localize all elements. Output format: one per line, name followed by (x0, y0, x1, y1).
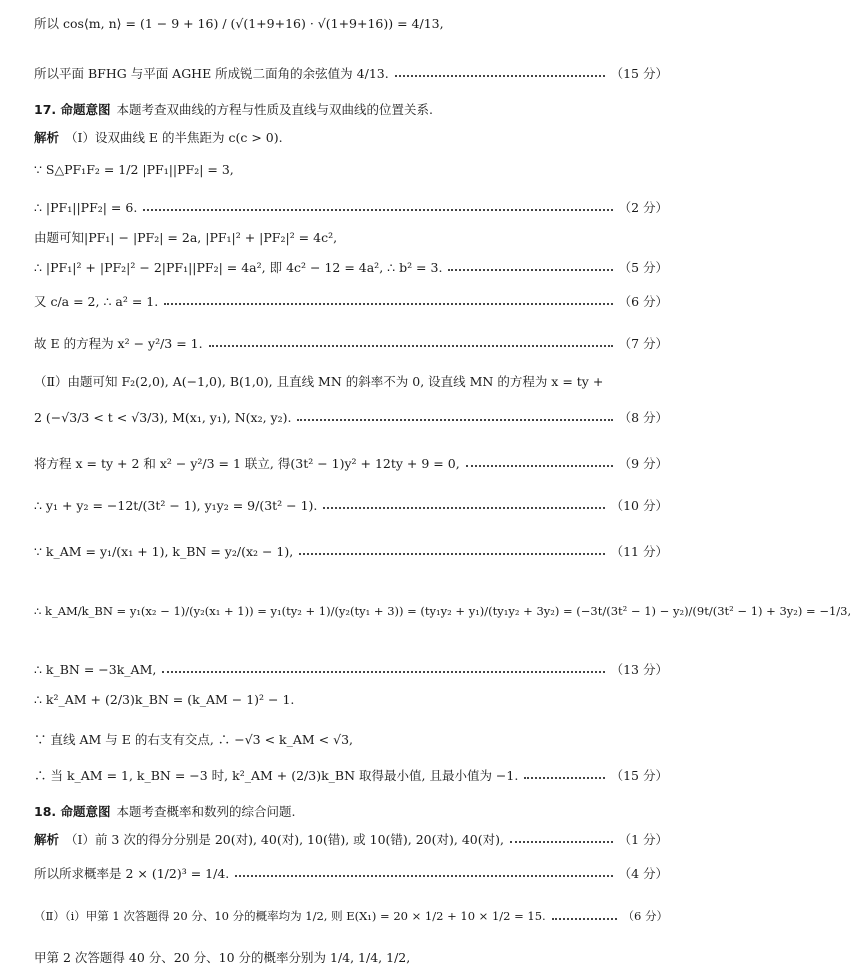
line-text: ∵ S△PF₁F₂ = 1/2 |PF₁||PF₂| = 3, (34, 162, 234, 177)
line-text: （Ⅱ）由题可知 F₂(2,0), A(−1,0), B(1,0), 且直线 MN 的斜率不为 0, 设直线 MN 的方程为 x = ty + (34, 374, 604, 389)
line-text: ∵ k_AM = y₁/(x₁ + 1), k_BN = y₂/(x₂ − 1), (34, 543, 294, 559)
dot-leader (395, 75, 605, 77)
dot-leader (235, 875, 612, 877)
text-line (34, 496, 668, 514)
line-text: ∴ k_AM/k_BN = y₁(x₂ − 1)/(y₂(x₁ + 1)) = y₁(ty₂ + 1)/(y₂(ty₁ + 3)) = (ty₁y₂ + y₁)/(ty₁y₂ + 3y₂) = (−3t/(3t² − 1) − y₂)/(9t/(3t² − 1) + 3y₂) = −1/3, (34, 604, 851, 618)
score-label: （7 分） (618, 336, 668, 351)
text-line (34, 766, 668, 784)
dot-leader (143, 209, 612, 211)
question-number-intent: 17. 命题意图 (34, 102, 111, 117)
text-line (34, 542, 668, 560)
line-text: 由题可知|PF₁| − |PF₂| = 2a, |PF₁|² + |PF₂|² = 4c², (34, 230, 338, 245)
question-number-intent: 18. 命题意图 (34, 804, 111, 819)
text-line (34, 692, 668, 707)
line-text: 所以平面 BFHG 与平面 AGHE 所成锐二面角的余弦值为 4/13. (34, 66, 389, 81)
text-line (34, 162, 668, 177)
line-text: 所以 cos⟨m, n⟩ = (1 − 9 + 16) / (√(1+9+16) · √(1+9+16)) = 4/13, (34, 16, 444, 31)
dot-leader (552, 918, 617, 920)
line-text: 甲第 2 次答题得 40 分、20 分、10 分的概率分别为 1/4, 1/4, 1/2, (34, 950, 411, 965)
score-label: （13 分） (610, 662, 668, 677)
line-text: ∴ k_BN = −3k_AM, (34, 661, 157, 677)
analysis-label: 解析 (34, 130, 60, 145)
text-line (34, 14, 668, 32)
line-text: 故 E 的方程为 x² − y²/3 = 1. (34, 336, 203, 351)
score-label: （15 分） (610, 768, 668, 783)
line-text: 本题考查双曲线的方程与性质及直线与双曲线的位置关系. (116, 102, 433, 117)
text-line (34, 864, 668, 882)
line-text: ∴ |PF₁|² + |PF₂|² − 2|PF₁||PF₂| = 4a², 即 4c² − 12 = 4a², ∴ b² = 3. (34, 260, 443, 275)
question-header (34, 802, 668, 820)
score-label: （6 分） (618, 294, 668, 309)
text-line (34, 830, 668, 848)
line-text: ∴ y₁ + y₂ = −12t/(3t² − 1), y₁y₂ = 9/(3t² − 1). (34, 497, 318, 513)
text-line (34, 604, 851, 618)
text-line (34, 228, 668, 246)
dot-leader (164, 303, 612, 305)
text-line (34, 948, 668, 966)
line-text: （Ⅰ）前 3 次的得分分别是 20(对), 40(对), 10(错), 或 10(错), 20(对), 40(对), (65, 832, 504, 847)
line-text: ∴ k²_AM + (2/3)k_BN = (k_AM − 1)² − 1. (34, 692, 295, 707)
line-text: ∴ |PF₁||PF₂| = 6. (34, 199, 138, 215)
text-line (34, 292, 668, 310)
line-text: （Ⅱ）（ⅰ）甲第 1 次答题得 20 分、10 分的概率均为 1/2, 则 E(X₁) = 20 × 1/2 + 10 × 1/2 = 15. (34, 909, 546, 923)
score-label: （11 分） (610, 544, 668, 559)
text-line (34, 258, 668, 276)
score-label: （4 分） (618, 866, 668, 881)
line-text: 2 (−√3/3 < t < √3/3), M(x₁, y₁), N(x₂, y₂). (34, 409, 292, 425)
dot-leader (323, 507, 604, 509)
dot-leader (297, 419, 612, 421)
line-text: ∵ 直线 AM 与 E 的右支有交点, ∴ −√3 < k_AM < √3, (34, 732, 354, 747)
dot-leader (466, 465, 613, 467)
score-label: （15 分） (610, 66, 668, 81)
dot-leader (299, 553, 604, 555)
text-line (34, 454, 668, 472)
line-text: ∴ 当 k_AM = 1, k_BN = −3 时, k²_AM + (2/3)k_BN 取得最小值, 且最小值为 −1. (34, 768, 519, 783)
analysis-label: 解析 (34, 832, 60, 847)
text-line (34, 660, 668, 678)
text-line (34, 730, 668, 748)
dot-leader (209, 345, 613, 347)
dot-leader (510, 841, 613, 843)
score-label: （1 分） (618, 832, 668, 847)
score-label: （5 分） (618, 260, 668, 275)
line-text: 本题考查概率和数列的综合问题. (116, 804, 296, 819)
text-line (34, 334, 668, 352)
question-header (34, 100, 668, 118)
text-line (34, 408, 668, 426)
line-text: （Ⅰ）设双曲线 E 的半焦距为 c(c > 0). (65, 130, 283, 145)
line-text: 所以所求概率是 2 × (1/2)³ = 1/4. (34, 866, 230, 881)
score-label: （2 分） (618, 200, 668, 215)
dot-leader (524, 777, 604, 779)
score-label: （10 分） (610, 498, 668, 513)
text-line (34, 128, 668, 146)
text-line (34, 198, 668, 216)
text-line (34, 908, 668, 924)
score-label: （9 分） (618, 456, 668, 471)
line-text: 又 c/a = 2, ∴ a² = 1. (34, 294, 159, 309)
text-line (34, 372, 668, 390)
score-label: （6 分） (622, 909, 668, 923)
score-label: （8 分） (618, 410, 668, 425)
text-line (34, 64, 668, 82)
dot-leader (162, 671, 604, 673)
dot-leader (448, 269, 612, 271)
line-text: 将方程 x = ty + 2 和 x² − y²/3 = 1 联立, 得(3t² − 1)y² + 12ty + 9 = 0, (34, 456, 460, 471)
